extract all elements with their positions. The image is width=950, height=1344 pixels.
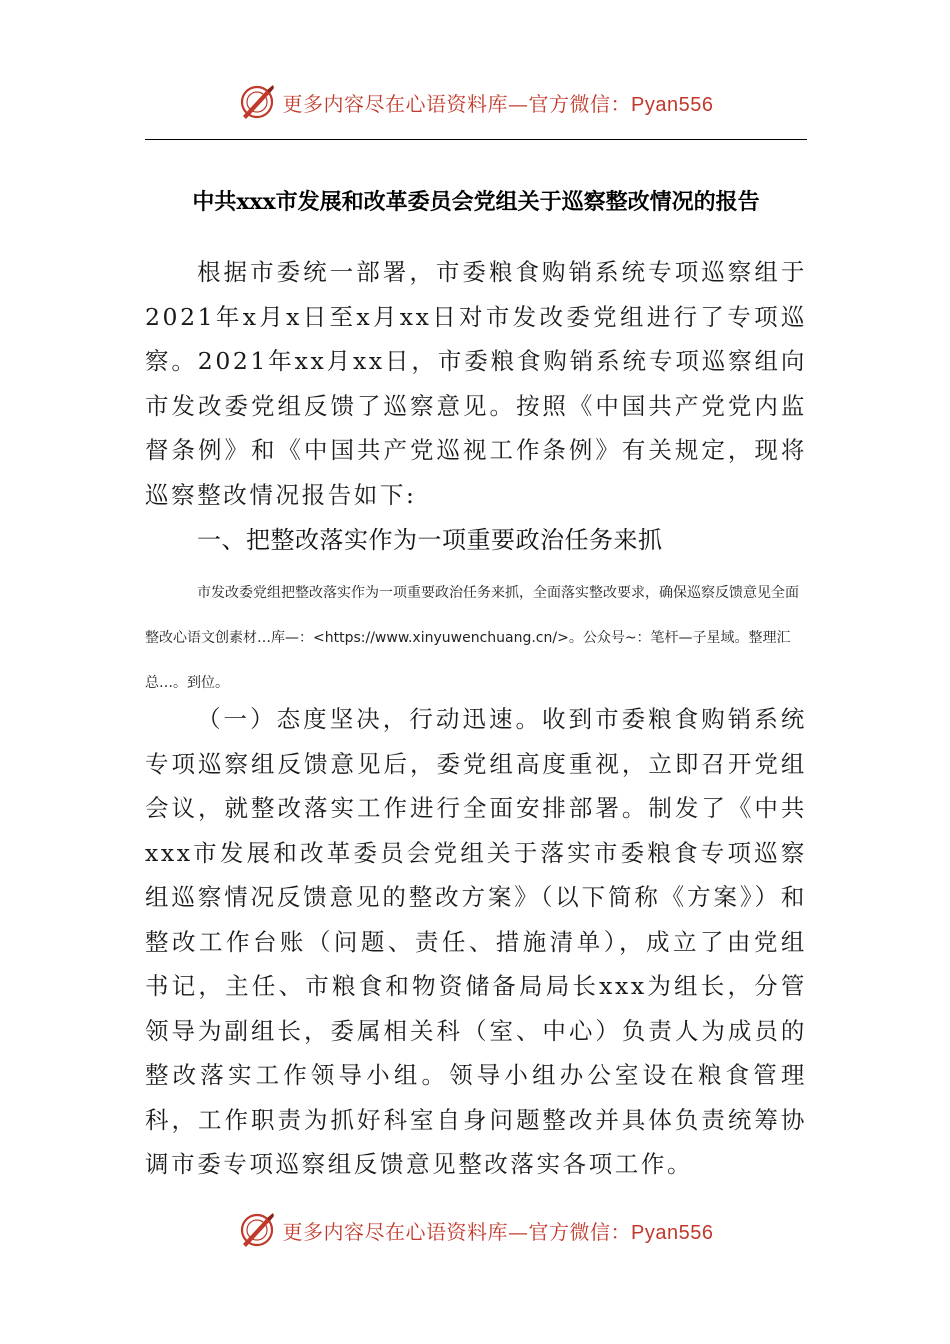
intro-paragraph: 根据市委统一部署，市委粮食购销系统专项巡察组于2021年x月x日至x月xx日对市发改委党组进行了专项巡察。2021年xx月xx日，市委粮食购销系统专项巡察组向市发改委党组反馈了巡察意见。按照《中国共产党党内监督条例》和《中国共产党巡视工作条例》有关规定，现将巡察整改情况报告如下:	[145, 258, 807, 509]
footer-wechat-id: Pyan556	[631, 1221, 714, 1244]
header-banner-text	[283, 88, 714, 117]
pen-logo-icon	[237, 82, 277, 122]
header-banner	[0, 78, 950, 126]
document-title: 中共xxx市发展和改革委员会党组关于巡察整改情况的报告	[192, 189, 760, 215]
header-divider	[145, 139, 807, 140]
footer-banner-text	[283, 1216, 714, 1245]
pen-logo-icon	[237, 1210, 277, 1250]
section-1-summary: 市发改委党组把整改落实作为一项重要政治任务来抓，全面落实整改要求，确保巡察反馈意见全面整改心语文创素材…库—：<https://www.xinyuwenchuang.cn/>。公众号~：笔杆—子星域。整理汇总…。到位。	[145, 585, 799, 691]
header-wechat-id: Pyan556	[631, 93, 714, 116]
footer-banner	[0, 1206, 950, 1254]
footer-banner-label: 更多内容尽在心语资料库—官方微信：	[282, 1219, 632, 1244]
section-1-heading: 一、把整改落实作为一项重要政治任务来抓	[197, 526, 663, 554]
header-banner-label: 更多内容尽在心语资料库—官方微信：	[282, 91, 632, 116]
item-1-paragraph: （一）态度坚决，行动迅速。收到市委粮食购销系统专项巡察组反馈意见后，委党组高度重视，立即召开党组会议，就整改落实工作进行全面安排部署。制发了《中共xxx市发展和改革委员会党组关于落实市委粮食专项巡察组巡察情况反馈意见的整改方案》（以下简称《方案》）和整改工作台账（问题、责任、措施清单），成立了由党组书记，主任、市粮食和物资储备局局长xxx为组长，分管领导为副组长，委属相关科（室、中心）负责人为成员的整改落实工作领导小组。领导小组办公室设在粮食管理科，工作职责为抓好科室自身问题整改并具体负责统筹协调市委专项巡察组反馈意见整改落实各项工作。	[145, 705, 807, 1178]
